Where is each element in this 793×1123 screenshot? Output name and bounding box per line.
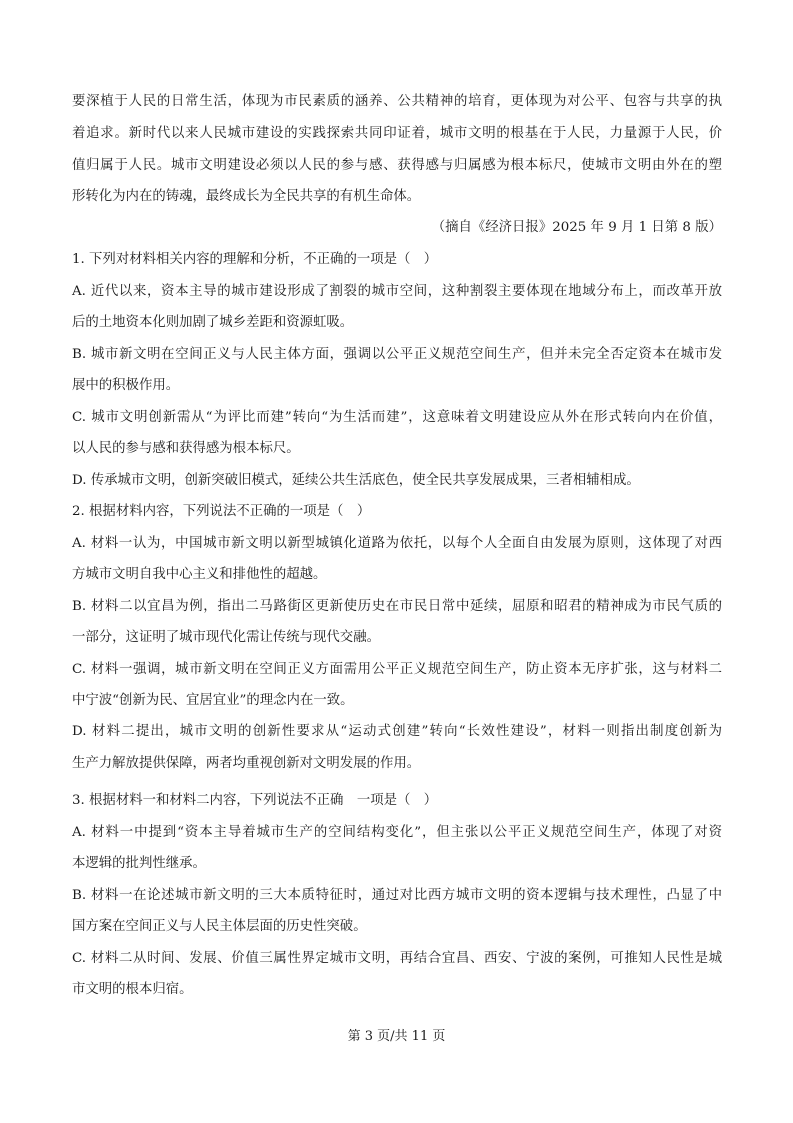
question-2-option-b-line-2: 一部分，这证明了城市现代化需让传统与现代交融。 bbox=[72, 630, 380, 645]
question-3-option-c-line-1: C. 材料二从时间、发展、价值三属性界定城市文明，再结合宜昌、西安、宁波的案例，可推知人民性是城 bbox=[72, 951, 722, 966]
page-number-footer: 第 3 页/共 11 页 bbox=[347, 1029, 446, 1044]
passage-line-2: 着追求。新时代以来人民城市建设的实践探索共同印证着，城市文明的根基在于人民，力量源于人民，价 bbox=[72, 126, 722, 141]
question-2-stem: 2. 根据材料内容，下列说法不正确的一项是（ ） bbox=[72, 504, 371, 519]
question-1-option-c-line-1: C. 城市文明创新需从“为评比而建”转向“为生活而建”，这意味着文明建设应从外在形式转向内在价值， bbox=[72, 410, 722, 425]
question-1-option-d: D. 传承城市文明，创新突破旧模式，延续公共生活底色，使全民共享发展成果，三者相辅相成。 bbox=[72, 473, 640, 488]
question-3-option-b-line-2: 国方案在空间正义与人民主体层面的历史性突破。 bbox=[72, 919, 367, 934]
question-1-option-a-line-1: A. 近代以来，资本主导的城市建设形成了割裂的城市空间，这种割裂主要体现在地域分布上，而改革开放 bbox=[72, 284, 722, 299]
question-1-option-b-line-1: B. 城市新文明在空间正义与人民主体方面，强调以公平正义规范空间生产，但并未完全否定资本在城市发 bbox=[72, 347, 722, 362]
question-3-option-a-line-2: 本逻辑的批判性继承。 bbox=[72, 856, 206, 871]
question-3-option-c-line-2: 市文明的根本归宿。 bbox=[72, 982, 193, 997]
question-3-option-a-line-1: A. 材料一中提到“资本主导着城市生产的空间结构变化”，但主张以公平正义规范空间生产，体现了对资 bbox=[72, 825, 722, 840]
question-1-option-a-line-2: 后的土地资本化则加剧了城乡差距和资源虹吸。 bbox=[72, 315, 354, 330]
source-citation: （摘自《经济日报》2025 年 9 月 1 日第 8 版） bbox=[431, 220, 722, 235]
question-1-option-b-line-2: 展中的积极作用。 bbox=[72, 378, 180, 393]
question-2-option-b-line-1: B. 材料二以宜昌为例，指出二马路街区更新使历史在市民日常中延续，屈原和昭君的精神成为市民气质的 bbox=[72, 599, 722, 614]
question-2-option-c-line-1: C. 材料一强调，城市新文明在空间正义方面需用公平正义规范空间生产，防止资本无序扩张，这与材料二 bbox=[72, 662, 722, 677]
question-2-option-a-line-1: A. 材料一认为，中国城市新文明以新型城镇化道路为依托，以每个人全面自由发展为原则，这体现了对西 bbox=[72, 536, 722, 551]
question-3-option-b-line-1: B. 材料一在论述城市新文明的三大本质特征时，通过对比西方城市文明的资本逻辑与技术理性，凸显了中 bbox=[72, 888, 722, 903]
question-3-stem: 3. 根据材料一和材料二内容，下列说法不正确 一项是（ ） bbox=[72, 793, 438, 808]
question-2-option-d-line-2: 生产力解放提供保障，两者均重视创新对文明发展的作用。 bbox=[72, 756, 421, 771]
passage-line-4: 形转化为内在的铸魂，最终成长为全民共享的有机生命体。 bbox=[72, 189, 421, 204]
question-2-option-d-line-1: D. 材料二提出，城市文明的创新性要求从“运动式创建”转向“长效性建设”，材料一则指出制度创新为 bbox=[72, 724, 722, 739]
question-2-option-a-line-2: 方城市文明自我中心主义和排他性的超越。 bbox=[72, 567, 327, 582]
question-2-option-c-line-2: 中宁波“创新为民、宜居宜业”的理念内在一致。 bbox=[72, 693, 354, 708]
passage-line-3: 值归属于人民。城市文明建设必须以人民的参与感、获得感与归属感为根本标尺，使城市文明由外在的塑 bbox=[72, 158, 722, 173]
passage-line-1: 要深植于人民的日常生活，体现为市民素质的涵养、公共精神的培育，更体现为对公平、包容与共享的执 bbox=[72, 94, 722, 109]
question-1-option-c-line-2: 以人民的参与感和获得感为根本标尺。 bbox=[72, 441, 300, 456]
question-1-stem: 1. 下列对材料相关内容的理解和分析，不正确的一项是（ ） bbox=[72, 252, 438, 267]
